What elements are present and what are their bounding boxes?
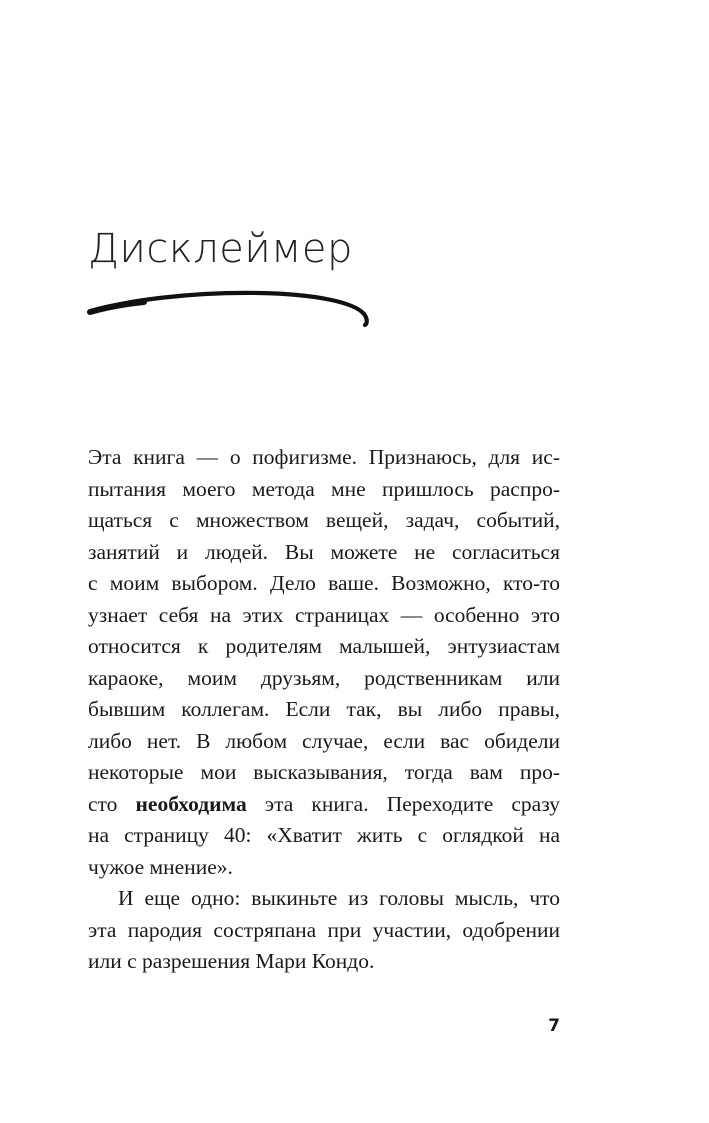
text-line: бывшим коллегам. Если так, вы либо правы, [88, 697, 560, 721]
title-underline-swash [84, 284, 374, 334]
emphasized-word: необходима [135, 791, 247, 816]
text-line: Эта книга — о пофигизме. Признаюсь, для ис- [88, 445, 560, 469]
text-line: И еще одно: выкиньте из головы мысль, что [118, 886, 560, 910]
text-line: караоке, моим друзьям, родственникам или [88, 665, 560, 690]
disclaimer-body [88, 442, 560, 978]
text-line: либо нет. В любом случае, если вас обидели [88, 728, 560, 753]
text-line: пытания моего метода мне пришлось распро- [88, 476, 560, 501]
text-line: или с разрешения Мари Кондо. [88, 949, 375, 973]
text-line: эта пародия состряпана при участии, одобрении [88, 917, 560, 942]
text-line-with-emphasis [88, 789, 560, 821]
text-line: узнает себя на этих страницах — особенно это [88, 602, 560, 627]
page-number: 7 [548, 1016, 560, 1036]
text-line: некоторые мои высказывания, тогда вам про- [88, 760, 560, 784]
chapter-title: Дисклеймер [88, 226, 353, 272]
line-rest: эта книга. Переходите сразу [246, 791, 560, 816]
text-line: чужое мнение». [88, 854, 233, 879]
text-line: занятий и людей. Вы можете не согласиться [88, 539, 560, 564]
text-line: относится к родителям малышей, энтузиастам [88, 634, 560, 658]
line-prefix: сто [88, 791, 136, 816]
text-line: на страницу 40: «Хватит жить с оглядкой на [88, 823, 560, 847]
text-line: щаться с множеством вещей, задач, событий, [88, 508, 560, 532]
text-line: с моим выбором. Дело ваше. Возможно, кто-то [88, 571, 560, 595]
